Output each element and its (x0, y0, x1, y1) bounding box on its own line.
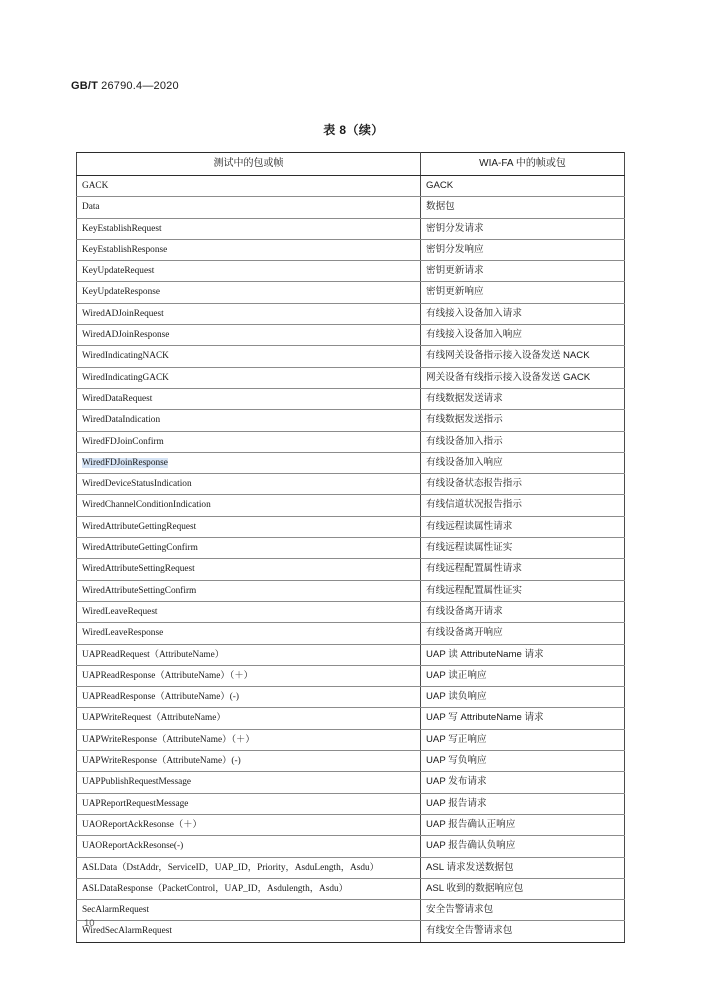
cell-tested-packet-label: WiredChannelConditionIndication (82, 500, 211, 511)
cell-tested-packet (77, 665, 421, 686)
cell-wiafa-frame-label: 有线数据发送请求 (426, 392, 503, 404)
cell-wiafa-frame (421, 665, 625, 686)
cell-tested-packet-label: KeyEstablishRequest (82, 223, 162, 234)
cell-wiafa-frame (421, 601, 625, 622)
cell-wiafa-frame (421, 644, 625, 665)
cell-wiafa-frame-label: 有线远程读属性请求 (426, 520, 513, 532)
cell-wiafa-frame-label: UAP 写正响应 (426, 733, 487, 745)
cell-tested-packet (77, 452, 421, 473)
cell-tested-packet (77, 176, 421, 197)
cell-tested-packet (77, 261, 421, 282)
cell-wiafa-frame (421, 772, 625, 793)
table-row (77, 367, 625, 388)
cell-tested-packet (77, 282, 421, 303)
cell-wiafa-frame-label: 有线安全告警请求包 (426, 925, 513, 937)
cell-tested-packet-label: WiredDataRequest (82, 393, 153, 404)
cell-wiafa-frame (421, 687, 625, 708)
cell-tested-packet (77, 836, 421, 857)
cell-wiafa-frame (421, 303, 625, 324)
cell-wiafa-frame-label: 数据包 (426, 201, 455, 213)
table-row (77, 176, 625, 197)
cell-wiafa-frame (421, 282, 625, 303)
cell-wiafa-frame-label: 有线设备离开响应 (426, 627, 503, 639)
cell-tested-packet-label: SecAlarmRequest (82, 905, 150, 916)
cell-tested-packet (77, 516, 421, 537)
cell-wiafa-frame (421, 559, 625, 580)
cell-tested-packet (77, 580, 421, 601)
cell-tested-packet (77, 410, 421, 431)
cell-wiafa-frame-label: UAP 报告请求 (426, 797, 487, 809)
table-row (77, 921, 625, 942)
cell-wiafa-frame (421, 474, 625, 495)
cell-wiafa-frame-label: UAP 报告确认负响应 (426, 840, 516, 852)
cell-wiafa-frame (421, 367, 625, 388)
table-row (77, 538, 625, 559)
cell-tested-packet-label: UAPWriteResponse（AttributeName）(-) (82, 756, 241, 767)
cell-tested-packet (77, 751, 421, 772)
cell-wiafa-frame-label: UAP 读负响应 (426, 691, 487, 703)
cell-tested-packet-label: WiredAttributeSettingRequest (82, 564, 195, 575)
cell-tested-packet-label: UAPReportRequestMessage (82, 798, 189, 809)
table-header-row (77, 153, 625, 176)
table-row (77, 772, 625, 793)
table-body (77, 176, 625, 943)
cell-wiafa-frame-label: 有线设备状态报告指示 (426, 478, 522, 490)
cell-wiafa-frame (421, 452, 625, 473)
cell-wiafa-frame (421, 878, 625, 899)
table-row (77, 218, 625, 239)
table-row (77, 559, 625, 580)
cell-wiafa-frame (421, 814, 625, 835)
cell-tested-packet-label: WiredAttributeGettingRequest (82, 521, 197, 532)
table-row (77, 516, 625, 537)
cell-wiafa-frame-label: 有线远程配置属性请求 (426, 563, 522, 575)
cell-wiafa-frame-label: UAP 读正响应 (426, 669, 487, 681)
cell-wiafa-frame (421, 516, 625, 537)
cell-tested-packet (77, 388, 421, 409)
table-row (77, 708, 625, 729)
cell-tested-packet-label: WiredDataIndication (82, 415, 161, 426)
cell-tested-packet-label: UAOReportAckResonse(-) (82, 841, 184, 852)
cell-wiafa-frame (421, 325, 625, 346)
table-row (77, 900, 625, 921)
table-header (77, 153, 625, 176)
cell-tested-packet-label: UAPReadRequest（AttributeName） (82, 649, 225, 660)
cell-wiafa-frame-label: 密钥更新请求 (426, 265, 484, 277)
table-row (77, 325, 625, 346)
cell-wiafa-frame (421, 580, 625, 601)
cell-wiafa-frame-label: 安全告警请求包 (426, 904, 494, 916)
table-row (77, 282, 625, 303)
cell-tested-packet-label: KeyUpdateResponse (82, 287, 160, 298)
cell-wiafa-frame (421, 793, 625, 814)
cell-wiafa-frame-label: UAP 写 AttributeName 请求 (426, 712, 544, 724)
cell-wiafa-frame-label: GACK (426, 180, 454, 191)
standard-code: GB/T (71, 80, 99, 92)
cell-tested-packet-label: ASLDataResponse（PacketControl，UAP_ID，Asdulength，Asdu） (82, 883, 348, 894)
cell-wiafa-frame (421, 751, 625, 772)
cell-tested-packet (77, 921, 421, 942)
cell-wiafa-frame (421, 495, 625, 516)
cell-wiafa-frame-label: 有线接入设备加入请求 (426, 307, 522, 319)
table-caption: 表 8（续） (323, 123, 384, 137)
cell-wiafa-frame (421, 857, 625, 878)
cell-tested-packet (77, 772, 421, 793)
running-header (71, 80, 179, 92)
table-row (77, 261, 625, 282)
cell-tested-packet-label: Data (82, 202, 100, 213)
cell-wiafa-frame-label: 密钥更新响应 (426, 286, 484, 298)
cell-wiafa-frame-label: 有线接入设备加入响应 (426, 329, 522, 341)
cell-wiafa-frame (421, 388, 625, 409)
cell-tested-packet (77, 644, 421, 665)
cell-tested-packet-label: WiredAttributeSettingConfirm (82, 585, 197, 596)
cell-tested-packet-label: UAPWriteResponse（AttributeName）（＋） (82, 734, 255, 745)
cell-wiafa-frame-label: UAP 写负响应 (426, 755, 487, 767)
column-header-tested-packet-label: 测试中的包或帧 (213, 158, 284, 169)
table-row (77, 239, 625, 260)
cell-tested-packet-label: UAPPublishRequestMessage (82, 777, 191, 788)
cell-wiafa-frame-label: UAP 报告确认正响应 (426, 818, 516, 830)
table-row (77, 729, 625, 750)
cell-wiafa-frame-label: UAP 发布请求 (426, 776, 487, 788)
page-number: 10 (84, 918, 95, 929)
cell-wiafa-frame (421, 197, 625, 218)
table-row (77, 388, 625, 409)
cell-tested-packet-label: WiredADJoinResponse (82, 330, 170, 341)
cell-tested-packet (77, 239, 421, 260)
cell-wiafa-frame-label: 有线数据发送指示 (426, 414, 503, 426)
table-row (77, 431, 625, 452)
table-row (77, 601, 625, 622)
cell-tested-packet (77, 601, 421, 622)
cell-tested-packet (77, 218, 421, 239)
cell-tested-packet (77, 538, 421, 559)
cell-tested-packet (77, 814, 421, 835)
cell-wiafa-frame (421, 218, 625, 239)
cell-wiafa-frame (421, 261, 625, 282)
cell-wiafa-frame (421, 729, 625, 750)
cell-tested-packet (77, 325, 421, 346)
table-row (77, 197, 625, 218)
cell-wiafa-frame (421, 410, 625, 431)
table-row (77, 303, 625, 324)
cell-tested-packet (77, 346, 421, 367)
cell-wiafa-frame (421, 836, 625, 857)
column-header-wiafa-frame-label: WIA-FA 中的帧或包 (479, 158, 566, 169)
cell-tested-packet (77, 197, 421, 218)
table-row (77, 878, 625, 899)
table-row (77, 495, 625, 516)
cell-tested-packet (77, 708, 421, 729)
cell-wiafa-frame-label: 网关设备有线指示接入设备发送 GACK (426, 371, 591, 383)
cell-wiafa-frame-label: 有线远程读属性证实 (426, 542, 513, 554)
cell-tested-packet (77, 474, 421, 495)
table-row (77, 623, 625, 644)
cell-tested-packet (77, 623, 421, 644)
table-row (77, 836, 625, 857)
cell-tested-packet-label: KeyEstablishResponse (82, 244, 168, 255)
cell-wiafa-frame-label: 有线设备离开请求 (426, 605, 503, 617)
cell-wiafa-frame-label: 密钥分发请求 (426, 222, 484, 234)
cell-wiafa-frame-label: ASL 收到的数据响应包 (426, 882, 524, 894)
cell-tested-packet (77, 900, 421, 921)
cell-tested-packet (77, 793, 421, 814)
cell-tested-packet-label: UAPReadResponse（AttributeName）(-) (82, 692, 239, 703)
cell-tested-packet-label: UAOReportAckResonse（＋） (82, 819, 202, 830)
table-row (77, 474, 625, 495)
cell-wiafa-frame (421, 900, 625, 921)
cell-wiafa-frame (421, 176, 625, 197)
table-row (77, 665, 625, 686)
table-row (77, 687, 625, 708)
cell-wiafa-frame-label: ASL 请求发送数据包 (426, 861, 514, 873)
cell-tested-packet (77, 687, 421, 708)
table-row (77, 751, 625, 772)
table-row (77, 644, 625, 665)
cell-tested-packet (77, 303, 421, 324)
cell-wiafa-frame-label: 有线设备加入指示 (426, 435, 503, 447)
table-row (77, 814, 625, 835)
cell-wiafa-frame (421, 239, 625, 260)
table-row (77, 346, 625, 367)
cell-wiafa-frame (421, 538, 625, 559)
cell-tested-packet (77, 729, 421, 750)
cell-tested-packet-label: WiredAttributeGettingConfirm (82, 543, 198, 554)
cell-tested-packet-label: WiredFDJoinConfirm (82, 436, 164, 447)
standard-number: 26790.4—2020 (101, 80, 179, 92)
table-row (77, 452, 625, 473)
table-container (76, 152, 624, 943)
table-row (77, 857, 625, 878)
cell-tested-packet-label: WiredADJoinRequest (82, 308, 164, 319)
cell-tested-packet-label: UAPWriteRequest（AttributeName） (82, 713, 226, 724)
cell-wiafa-frame (421, 921, 625, 942)
cell-tested-packet-label: ASLData（DstAddr，ServiceID，UAP_ID，Priority，AsduLength，Asdu） (82, 862, 379, 873)
cell-wiafa-frame-label: 有线网关设备指示接入设备发送 NACK (426, 350, 590, 362)
table-row (77, 580, 625, 601)
cell-wiafa-frame (421, 431, 625, 452)
cell-tested-packet (77, 495, 421, 516)
cell-tested-packet-label: WiredSecAlarmRequest (82, 926, 172, 937)
packet-frame-mapping-table (76, 152, 625, 943)
cell-tested-packet (77, 431, 421, 452)
cell-tested-packet-label: WiredFDJoinResponse (82, 457, 168, 468)
cell-tested-packet-label: WiredLeaveRequest (82, 606, 158, 617)
cell-tested-packet-label: UAPReadResponse（AttributeName）（＋） (82, 670, 253, 681)
cell-tested-packet-label: WiredIndicatingGACK (82, 372, 169, 383)
table-row (77, 410, 625, 431)
cell-tested-packet (77, 878, 421, 899)
cell-wiafa-frame (421, 708, 625, 729)
cell-wiafa-frame (421, 623, 625, 644)
table-row (77, 793, 625, 814)
cell-tested-packet-label: GACK (82, 181, 109, 191)
cell-wiafa-frame-label: 有线设备加入响应 (426, 456, 503, 468)
cell-tested-packet-label: WiredDeviceStatusIndication (82, 479, 192, 490)
column-header-tested-packet (77, 153, 421, 176)
cell-tested-packet (77, 367, 421, 388)
cell-wiafa-frame-label: 有线信道状况报告指示 (426, 499, 522, 511)
cell-tested-packet-label: KeyUpdateRequest (82, 266, 155, 277)
cell-tested-packet (77, 559, 421, 580)
cell-wiafa-frame (421, 346, 625, 367)
cell-tested-packet-label: WiredIndicatingNACK (82, 351, 169, 362)
cell-wiafa-frame-label: 密钥分发响应 (426, 243, 484, 255)
cell-wiafa-frame-label: 有线远程配置属性证实 (426, 584, 522, 596)
column-header-wiafa-frame (421, 153, 625, 176)
cell-tested-packet-label: WiredLeaveResponse (82, 628, 164, 639)
cell-tested-packet (77, 857, 421, 878)
cell-wiafa-frame-label: UAP 读 AttributeName 请求 (426, 648, 544, 660)
